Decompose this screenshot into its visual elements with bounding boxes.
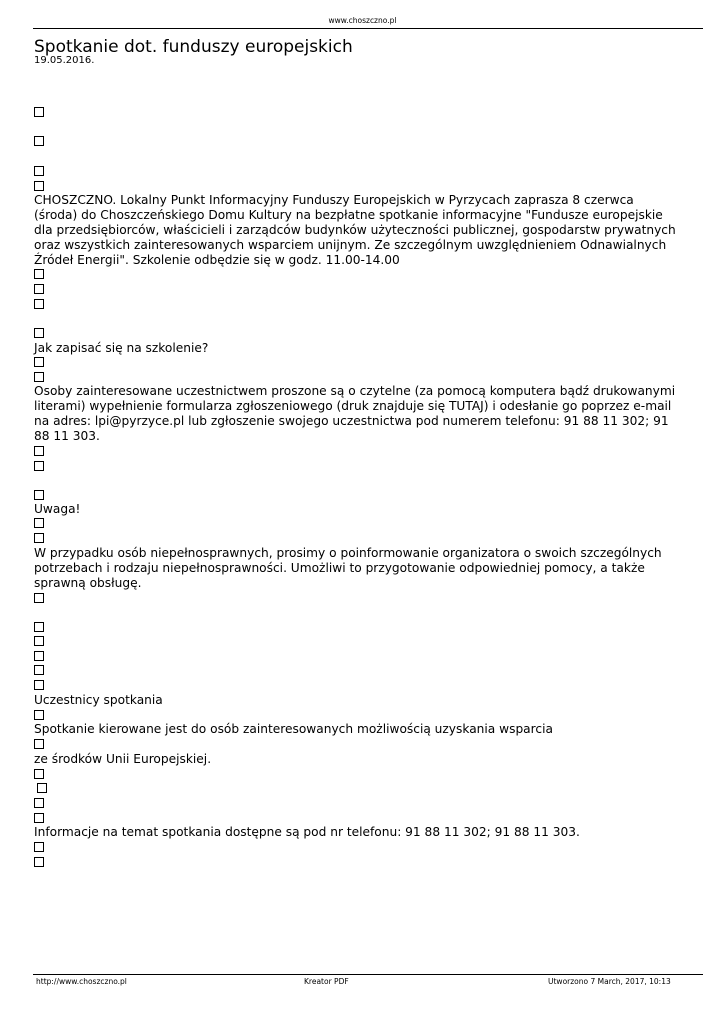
placeholder-glyph: [34, 326, 694, 341]
placeholder-glyph: [34, 591, 694, 606]
intro-line: (środa) do Choszczeńskiego Domu Kultury na bezpłatne spotkanie informacyjne "Fundusze europejskie: [34, 208, 663, 222]
signup-heading: Jak zapisać się na szkolenie?: [34, 341, 209, 355]
placeholder-glyph: [34, 811, 694, 826]
footer-divider: [33, 974, 703, 975]
header-site: www.choszczno.pl: [328, 16, 397, 25]
placeholder-glyph: [34, 105, 694, 120]
header-divider: [33, 28, 703, 29]
placeholder-glyph: [34, 267, 694, 282]
placeholder-glyph: [34, 708, 694, 723]
placeholder-glyph: [34, 355, 694, 370]
placeholder-glyph: [34, 649, 694, 664]
placeholder-glyph: [34, 516, 694, 531]
intro-line: oraz wszystkich zainteresowanych wsparciem unijnym. Ze szczególnym uwzględnieniem Odnawialnych: [34, 238, 667, 252]
participants-heading: Uczestnicy spotkania: [34, 693, 163, 707]
placeholder-glyph: [34, 663, 694, 678]
intro-line: Źródeł Energii". Szkolenie odbędzie się w godz. 11.00-14.00: [34, 253, 400, 267]
participants-line: ze środków Unii Europejskiej.: [34, 752, 212, 766]
info-line: Informacje na temat spotkania dostępne są pod nr telefonu: 91 88 11 302; 91 88 11 303.: [34, 825, 580, 839]
placeholder-glyph: [34, 164, 694, 179]
page-title: Spotkanie dot. funduszy europejskich: [34, 37, 353, 57]
notice-heading: Uwaga!: [34, 502, 81, 516]
footer-url: http://www.choszczno.pl: [36, 977, 127, 986]
placeholder-glyph: [34, 767, 694, 782]
footer-generator: Kreator PDF: [304, 977, 349, 986]
placeholder-glyph: [34, 737, 694, 752]
placeholder-glyph: [34, 179, 694, 194]
placeholder-glyph: [34, 678, 694, 693]
placeholder-glyph: [34, 620, 694, 635]
placeholder-glyph: [34, 297, 694, 312]
placeholder-glyph: [37, 781, 697, 796]
notice-line: sprawną obsługę.: [34, 576, 142, 590]
signup-line: Osoby zainteresowane uczestnictwem proszone są o czytelne (za pomocą komputera bądź drukowanymi: [34, 384, 676, 398]
intro-line: dla przedsiębiorców, właścicieli i zarządców budynków użyteczności publicznej, gospodarstw prywatnych: [34, 223, 676, 237]
placeholder-glyph: [34, 282, 694, 297]
placeholder-glyph: [34, 855, 694, 870]
placeholder-glyph: [34, 840, 694, 855]
signup-line: 88 11 303.: [34, 429, 100, 443]
placeholder-glyph: [34, 531, 694, 546]
placeholder-glyph: [34, 634, 694, 649]
placeholder-glyph: [34, 488, 694, 503]
intro-line: CHOSZCZNO. Lokalny Punkt Informacyjny Funduszy Europejskich w Pyrzycach zaprasza 8 czerwca: [34, 193, 634, 207]
placeholder-glyph: [34, 134, 694, 149]
signup-line: na adres: lpi@pyrzyce.pl lub zgłoszenie swojego uczestnictwa pod numerem telefonu: 91 88 11 302; 91: [34, 414, 669, 428]
article-date: 19.05.2016.: [34, 55, 95, 66]
notice-line: W przypadku osób niepełnosprawnych, prosimy o poinformowanie organizatora o swoich szczególnych: [34, 546, 662, 560]
footer-created: Utworzono 7 March, 2017, 10:13: [548, 977, 671, 986]
placeholder-glyph: [34, 370, 694, 385]
participants-line: Spotkanie kierowane jest do osób zainteresowanych możliwością uzyskania wsparcia: [34, 722, 553, 736]
placeholder-glyph: [34, 444, 694, 459]
signup-line: literami) wypełnienie formularza zgłoszeniowego (druk znajduje się TUTAJ) i odesłanie go poprzez e-mail: [34, 399, 672, 413]
placeholder-glyph: [34, 796, 694, 811]
placeholder-glyph: [34, 459, 694, 474]
notice-line: potrzebach i rodzaju niepełnosprawności. Umożliwi to przygotowanie odpowiedniej pomocy, a także: [34, 561, 645, 575]
